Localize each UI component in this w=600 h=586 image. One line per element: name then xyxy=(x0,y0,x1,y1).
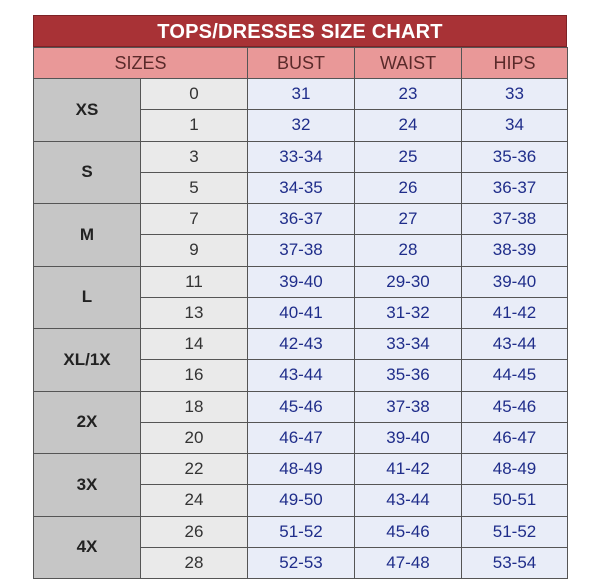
hips-value: 44-45 xyxy=(462,360,568,391)
size-number: 5 xyxy=(141,172,248,203)
size-number: 26 xyxy=(141,516,248,547)
size-number: 22 xyxy=(141,454,248,485)
bust-value: 49-50 xyxy=(248,485,355,516)
waist-value: 28 xyxy=(355,235,462,266)
size-number: 9 xyxy=(141,235,248,266)
header-hips: HIPS xyxy=(462,48,568,79)
size-label: 2X xyxy=(34,391,141,454)
size-number: 16 xyxy=(141,360,248,391)
hips-value: 34 xyxy=(462,110,568,141)
size-number: 11 xyxy=(141,266,248,297)
waist-value: 47-48 xyxy=(355,547,462,578)
header-sizes: SIZES xyxy=(34,48,248,79)
size-number: 24 xyxy=(141,485,248,516)
table-row xyxy=(34,329,568,360)
waist-value: 43-44 xyxy=(355,485,462,516)
chart-title: TOPS/DRESSES SIZE CHART xyxy=(33,15,567,47)
size-number: 3 xyxy=(141,141,248,172)
hips-value: 50-51 xyxy=(462,485,568,516)
table-row xyxy=(34,79,568,110)
table-row xyxy=(34,516,568,547)
bust-value: 37-38 xyxy=(248,235,355,266)
hips-value: 43-44 xyxy=(462,329,568,360)
hips-value: 33 xyxy=(462,79,568,110)
bust-value: 32 xyxy=(248,110,355,141)
waist-value: 24 xyxy=(355,110,462,141)
bust-value: 34-35 xyxy=(248,172,355,203)
bust-value: 43-44 xyxy=(248,360,355,391)
waist-value: 27 xyxy=(355,204,462,235)
size-chart xyxy=(33,15,567,579)
waist-value: 23 xyxy=(355,79,462,110)
waist-value: 26 xyxy=(355,172,462,203)
size-label: 4X xyxy=(34,516,141,579)
hips-value: 48-49 xyxy=(462,454,568,485)
size-number: 14 xyxy=(141,329,248,360)
bust-value: 51-52 xyxy=(248,516,355,547)
bust-value: 39-40 xyxy=(248,266,355,297)
hips-value: 46-47 xyxy=(462,422,568,453)
waist-value: 41-42 xyxy=(355,454,462,485)
bust-value: 31 xyxy=(248,79,355,110)
size-number: 18 xyxy=(141,391,248,422)
bust-value: 48-49 xyxy=(248,454,355,485)
bust-value: 46-47 xyxy=(248,422,355,453)
waist-value: 31-32 xyxy=(355,297,462,328)
hips-value: 37-38 xyxy=(462,204,568,235)
table-row xyxy=(34,266,568,297)
waist-value: 37-38 xyxy=(355,391,462,422)
hips-value: 45-46 xyxy=(462,391,568,422)
header-waist: WAIST xyxy=(355,48,462,79)
size-label: XS xyxy=(34,79,141,142)
size-label: 3X xyxy=(34,454,141,517)
size-table xyxy=(33,47,568,579)
size-number: 13 xyxy=(141,297,248,328)
hips-value: 41-42 xyxy=(462,297,568,328)
bust-value: 42-43 xyxy=(248,329,355,360)
table-row xyxy=(34,391,568,422)
table-row xyxy=(34,204,568,235)
header-row xyxy=(34,48,568,79)
waist-value: 35-36 xyxy=(355,360,462,391)
hips-value: 36-37 xyxy=(462,172,568,203)
table-row xyxy=(34,141,568,172)
size-number: 1 xyxy=(141,110,248,141)
size-label: M xyxy=(34,204,141,267)
hips-value: 39-40 xyxy=(462,266,568,297)
header-bust: BUST xyxy=(248,48,355,79)
waist-value: 45-46 xyxy=(355,516,462,547)
waist-value: 33-34 xyxy=(355,329,462,360)
waist-value: 29-30 xyxy=(355,266,462,297)
size-label: S xyxy=(34,141,141,204)
bust-value: 33-34 xyxy=(248,141,355,172)
size-number: 7 xyxy=(141,204,248,235)
bust-value: 36-37 xyxy=(248,204,355,235)
hips-value: 35-36 xyxy=(462,141,568,172)
size-number: 28 xyxy=(141,547,248,578)
bust-value: 40-41 xyxy=(248,297,355,328)
size-number: 0 xyxy=(141,79,248,110)
waist-value: 25 xyxy=(355,141,462,172)
size-label: L xyxy=(34,266,141,329)
bust-value: 45-46 xyxy=(248,391,355,422)
hips-value: 53-54 xyxy=(462,547,568,578)
waist-value: 39-40 xyxy=(355,422,462,453)
size-number: 20 xyxy=(141,422,248,453)
hips-value: 38-39 xyxy=(462,235,568,266)
hips-value: 51-52 xyxy=(462,516,568,547)
size-label: XL/1X xyxy=(34,329,141,392)
bust-value: 52-53 xyxy=(248,547,355,578)
table-row xyxy=(34,454,568,485)
